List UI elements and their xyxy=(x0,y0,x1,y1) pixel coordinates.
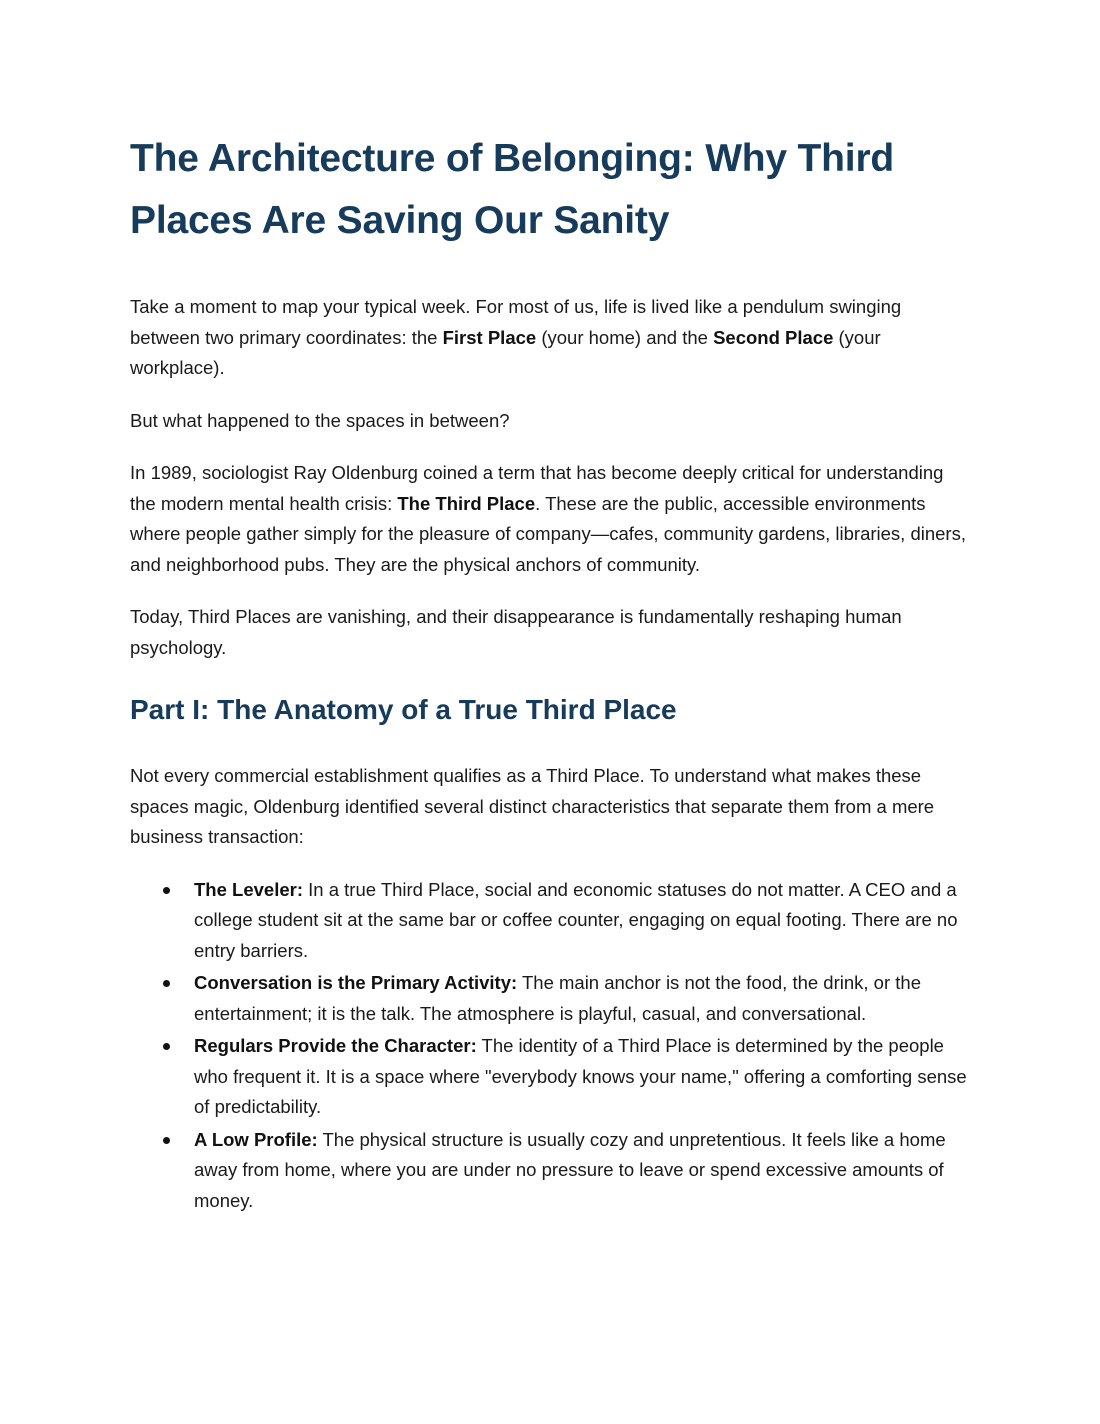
intro-paragraph-3 xyxy=(130,458,970,580)
intro-p3-text-a: In 1989, sociologist Ray Oldenburg coined a term that has become deeply critical for understanding the modern mental health crisis: xyxy=(130,462,944,514)
intro-paragraph-2: But what happened to the spaces in between? xyxy=(130,409,510,431)
bullet-icon xyxy=(163,980,170,987)
list-item-term: Conversation is the Primary Activity: xyxy=(194,972,518,993)
intro-p1-text-c: (your workplace). xyxy=(130,326,881,378)
list-item xyxy=(130,1125,970,1217)
first-place-term: First Place xyxy=(442,326,537,348)
list-item-text: In a true Third Place, social and economic statuses do not matter. A CEO and a college student sit at the same bar or coffee counter, engaging on equal footing. There are no entry barriers. xyxy=(194,878,958,961)
list-item-term: The Leveler: xyxy=(194,878,303,900)
list-item xyxy=(130,1031,970,1123)
intro-p1-text-a: Take a moment to map your typical week. For most of us, life is lived like a pendulum swinging between two primary coordinates: the xyxy=(130,296,902,348)
intro-paragraph-4: Today, Third Places are vanishing, and their disappearance is fundamentally reshaping human psychology. xyxy=(130,606,902,658)
section-heading-part-1: Part I: The Anatomy of a True Third Place xyxy=(130,694,677,725)
intro-paragraph-1 xyxy=(130,292,970,384)
list-item-text: The identity of a Third Place is determined by the people who frequent it. It is a space where "everybody knows your name," offering a comforting sense of predictability. xyxy=(194,1035,967,1117)
list-item xyxy=(130,875,970,967)
document-page xyxy=(130,128,970,1218)
bullet-icon xyxy=(163,887,170,894)
list-item-term: A Low Profile: xyxy=(194,1128,318,1150)
list-item-term: Regulars Provide the Character: xyxy=(194,1035,477,1056)
third-place-term: The Third Place xyxy=(397,492,536,514)
section-1-intro-paragraph: Not every commercial establishment qualifies as a Third Place. To understand what makes these spaces magic, Oldenburg identified several distinct characteristics that separate them from a mere business transaction: xyxy=(130,765,935,847)
intro-p3-text-b: . These are the public, accessible environments where people gather simply for the pleasure of company—cafes, community gardens, libraries, diners, and neighborhood pubs. They are the physical anchors of community. xyxy=(130,492,966,575)
document-title: The Architecture of Belonging: Why Third Places Are Saving Our Sanity xyxy=(130,137,895,242)
list-item-text: The main anchor is not the food, the drink, or the entertainment; it is the talk. The atmosphere is playful, casual, and conversational. xyxy=(194,972,921,1024)
bullet-icon xyxy=(163,1137,170,1144)
list-item xyxy=(130,968,970,1029)
bullet-icon xyxy=(163,1043,170,1050)
list-item-text: The physical structure is usually cozy and unpretentious. It feels like a home away from home, where you are under no pressure to leave or spend excessive amounts of money. xyxy=(194,1128,946,1211)
second-place-term: Second Place xyxy=(713,326,834,348)
characteristics-list xyxy=(130,875,970,1217)
intro-p1-text-b: (your home) and the xyxy=(536,326,714,348)
